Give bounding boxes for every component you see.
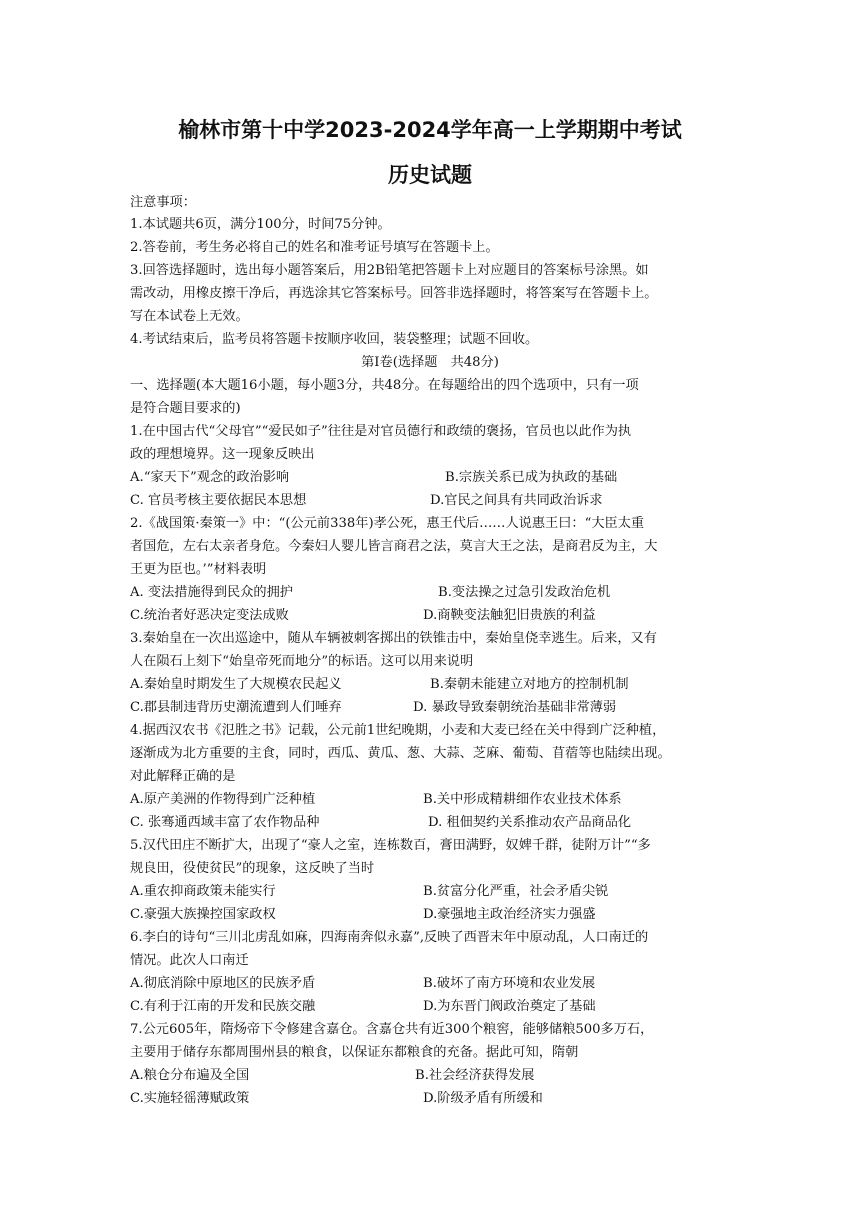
question-3-stem: 人在陨石上刻下“始皇帝死而地分”的标语。这可以用来说明 (130, 654, 474, 669)
section-instructions: 是符合题目要求的) (130, 401, 241, 416)
question-6-stem: 情况。此次人口南迁 (130, 953, 249, 968)
notice-item: 2.答卷前，考生务必将自己的姓名和准考证号填写在答题卡上。 (130, 240, 499, 255)
notice-item: 3.回答选择题时，选出每小题答案后，用2B铅笔把答题卡上对应题目的答案标号涂黑。如 (130, 263, 649, 278)
notice-item: 1.本试题共6页，满分100分，时间75分钟。 (130, 217, 391, 232)
option-c: C. 张骞通西域丰富了农作物品种 (130, 815, 320, 830)
notice-item: 写在本试卷上无效。 (130, 309, 249, 324)
option-c: C. 官员考核主要依据民本思想 (130, 493, 307, 508)
question-1-stem: 政的理想境界。这一现象反映出 (130, 447, 315, 462)
option-b: B.破坏了南方环境和农业发展 (423, 976, 596, 991)
notice-item: 4.考试结束后，监考员将答题卡按顺序收回，装袋整理；试题不回收。 (130, 332, 539, 347)
option-a: A. 变法措施得到民众的拥护 (130, 585, 293, 600)
question-3-stem: 3.秦始皇在一次出巡途中，随从车辆被刺客掷出的铁锥击中，秦始皇侥幸逃生。后来，又有 (130, 631, 657, 646)
question-2-stem: 王更为臣也。’”材料表明 (130, 562, 267, 577)
question-4-stem: 4.据西汉农书《氾胜之书》记载，公元前1世纪晚期，小麦和大麦已经在关中得到广泛种植， (130, 723, 666, 738)
option-b: B.变法操之过急引发政治危机 (438, 585, 611, 600)
question-6-stem: 6.李白的诗句“三川北虏乱如麻，四海南奔似永嘉”,反映了西晋末年中原动乱，人口南迁的 (130, 930, 649, 945)
option-d: D.豪强地主政治经济实力强盛 (423, 907, 596, 922)
notice-heading: 注意事项： (130, 195, 196, 210)
option-d: D.官民之间具有共同政治诉求 (430, 493, 603, 508)
option-b: B.社会经济获得发展 (415, 1068, 535, 1083)
question-1-stem: 1.在中国古代“父母官”“爱民如子”往往是对官员德行和政绩的褒扬，官员也以此作为执 (130, 424, 632, 439)
option-d: D.商鞅变法触犯旧贵族的利益 (423, 608, 596, 623)
option-b: B.宗族关系已成为执政的基础 (445, 470, 618, 485)
option-d: D. 租佃契约关系推动农产品商品化 (428, 815, 632, 830)
option-c: C.郡县制违背历史潮流遭到人们唾弃 (130, 700, 342, 715)
option-d: D.阶级矛盾有所缓和 (423, 1091, 543, 1106)
option-b: B.贫富分化严重，社会矛盾尖锐 (423, 884, 609, 899)
option-a: A.秦始皇时期发生了大规模农民起义 (130, 677, 342, 692)
option-a: A.粮仓分布遍及全国 (130, 1068, 250, 1083)
option-c: C.豪强大族操控国家政权 (130, 907, 276, 922)
question-7-stem: 主要用于储存东都周围州县的粮食，以保证东都粮食的充备。据此可知，隋朝 (130, 1045, 579, 1060)
option-c: C.统治者好恶决定变法成败 (130, 608, 289, 623)
option-a: A.重农抑商政策未能实行 (130, 884, 276, 899)
section-title: 第Ⅰ卷(选择题 共48分) (361, 355, 499, 370)
option-b: B.关中形成精耕细作农业技术体系 (423, 792, 622, 807)
option-a: A.彻底消除中原地区的民族矛盾 (130, 976, 316, 991)
notice-item: 需改动，用橡皮擦干净后，再选涂其它答案标号。回答非选择题时，将答案写在答题卡上。 (130, 286, 658, 301)
exam-title: 榆林市第十中学2023-2024学年高一上学期期中考试 (178, 118, 682, 142)
question-2-stem: 者国危，左右太亲者身危。今秦妇人婴儿皆言商君之法，莫言大王之法，是商君反为主，大 (130, 539, 658, 554)
exam-subtitle: 历史试题 (388, 163, 472, 187)
option-a: A.“家天下”观念的政治影响 (130, 470, 290, 485)
question-4-stem: 对此解释正确的是 (130, 769, 236, 784)
question-4-stem: 逐渐成为北方重要的主食，同时，西瓜、黄瓜、葱、大蒜、芝麻、葡萄、苜蓿等也陆续出现。 (130, 746, 671, 761)
option-d: D. 暴政导致秦朝统治基础非常薄弱 (413, 700, 617, 715)
option-c: C.实施轻徭薄赋政策 (130, 1091, 250, 1106)
option-d: D.为东晋门阀政治奠定了基础 (423, 999, 596, 1014)
question-5-stem: 规良田，役使贫民”的现象，这反映了当时 (130, 861, 375, 876)
section-instructions: 一、选择题(本大题16小题，每小题3分，共48分。在每题给出的四个选项中，只有一项 (130, 378, 639, 393)
option-a: A.原产美洲的作物得到广泛种植 (130, 792, 316, 807)
option-c: C.有利于江南的开发和民族交融 (130, 999, 316, 1014)
option-b: B.秦朝未能建立对地方的控制机制 (430, 677, 629, 692)
question-7-stem: 7.公元605年，隋炀帝下令修建含嘉仓。含嘉仓共有近300个粮窖，能够储粮500多万石， (130, 1022, 654, 1037)
question-5-stem: 5.汉代田庄不断扩大，出现了“豪人之室，连栋数百，膏田满野，奴婢千群，徒附万计”“多 (130, 838, 651, 853)
question-2-stem: 2.《战国策·秦策一》中：“(公元前338年)孝公死，惠王代后……人说惠王曰：“大臣太重 (130, 516, 645, 531)
